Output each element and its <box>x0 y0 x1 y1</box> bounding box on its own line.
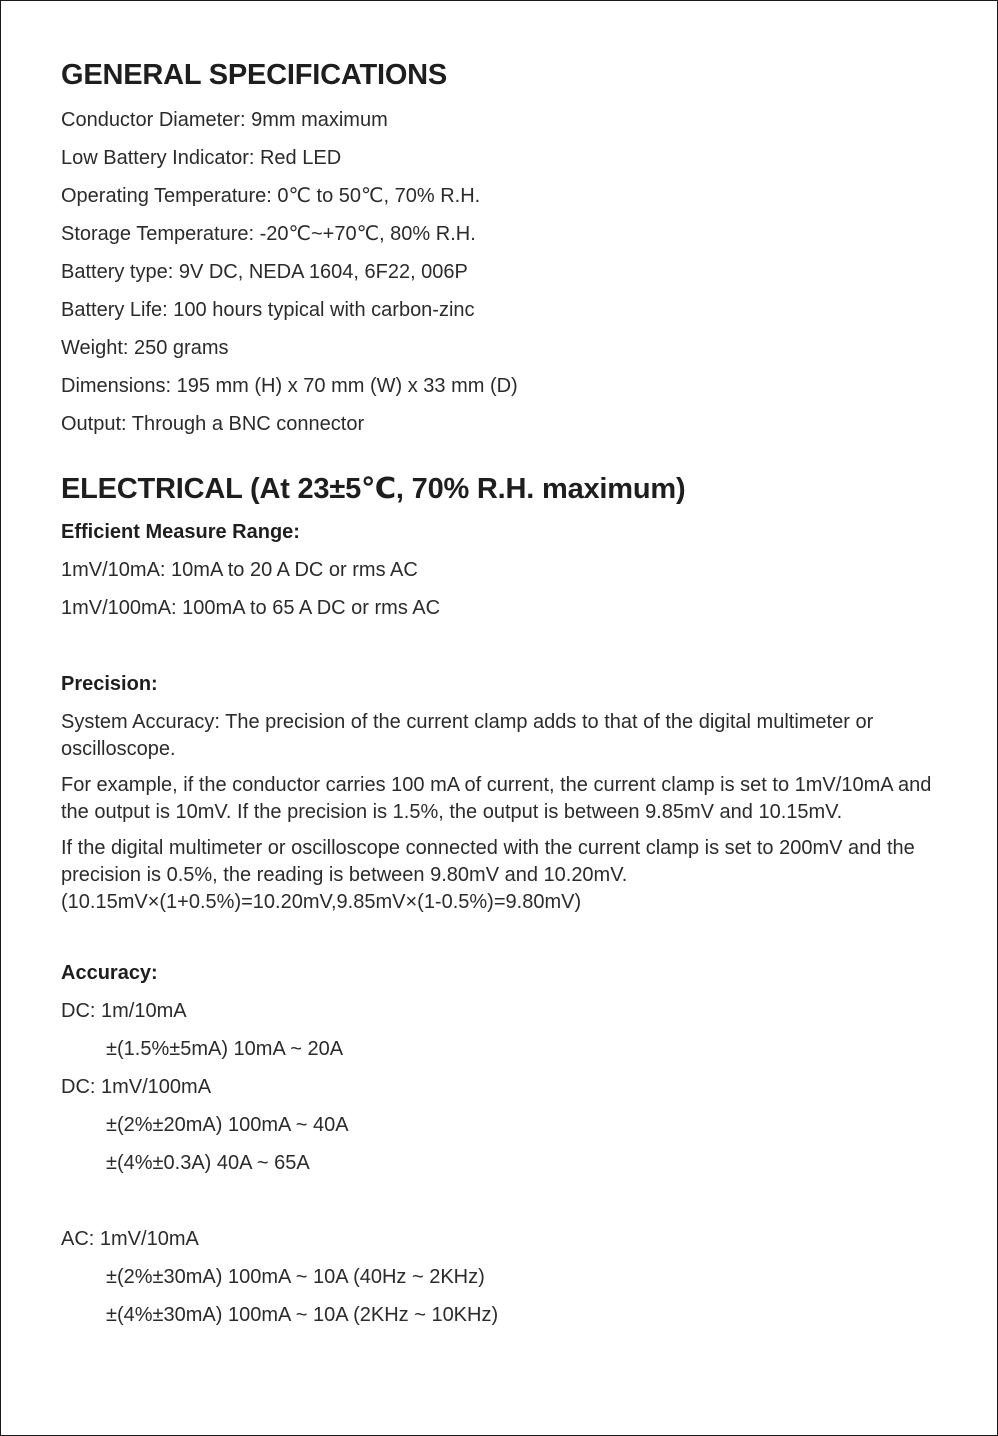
accuracy-heading: Accuracy: <box>61 962 158 984</box>
accuracy-spacer <box>61 1182 941 1220</box>
spec-battery-type: Battery type: 9V DC, NEDA 1604, 6F22, 006P <box>61 261 468 283</box>
accuracy-dc-100ma-item: ±(4%±0.3A) 40A ~ 65A <box>106 1152 310 1174</box>
spec-conductor-diameter: Conductor Diameter: 9mm maximum <box>61 109 388 131</box>
measure-range-heading: Efficient Measure Range: <box>61 521 300 543</box>
accuracy-ac-10ma-label: AC: 1mV/10mA <box>61 1228 199 1250</box>
precision-meter-example: If the digital multimeter or oscilloscope connected with the current clamp is set to 200mV and the precision is 0.5%, the reading is between 9.80mV and 10.20mV. (10.15mV×(1+0.5%)=10.20mV,9.85mV×(1-0.5%)=9.80mV) <box>61 837 915 913</box>
spec-dimensions: Dimensions: 195 mm (H) x 70 mm (W) x 33 mm (D) <box>61 375 518 397</box>
spec-low-battery-indicator: Low Battery Indicator: Red LED <box>61 147 342 169</box>
measure-range-100ma: 1mV/100mA: 100mA to 65 A DC or rms AC <box>61 597 441 619</box>
precision-example: For example, if the conductor carries 100 mA of current, the current clamp is set to 1mV/10mA and the output is 10mV. If the precision is 1.5%, the output is between 9.85mV and 10.15mV. <box>61 774 932 823</box>
accuracy-dc-100ma-item: ±(2%±20mA) 100mA ~ 40A <box>106 1114 349 1136</box>
accuracy-dc-10ma-item: ±(1.5%±5mA) 10mA ~ 20A <box>106 1038 344 1060</box>
spec-operating-temperature: Operating Temperature: 0℃ to 50℃, 70% R.H. <box>61 185 481 207</box>
spec-storage-temperature: Storage Temperature: -20℃~+70℃, 80% R.H. <box>61 223 476 245</box>
spec-battery-life: Battery Life: 100 hours typical with carbon-zinc <box>61 299 475 321</box>
spec-content <box>61 57 941 1334</box>
accuracy-dc-10ma-label: DC: 1m/10mA <box>61 1000 187 1022</box>
measure-range-10ma: 1mV/10mA: 10mA to 20 A DC or rms AC <box>61 559 418 581</box>
spec-output: Output: Through a BNC connector <box>61 413 365 435</box>
accuracy-dc-100ma-label: DC: 1mV/100mA <box>61 1076 212 1098</box>
precision-heading: Precision: <box>61 673 158 695</box>
accuracy-ac-10ma-item: ±(2%±30mA) 100mA ~ 10A (40Hz ~ 2KHz) <box>106 1266 485 1288</box>
general-specifications-title: GENERAL SPECIFICATIONS <box>61 59 448 91</box>
precision-system-accuracy: System Accuracy: The precision of the current clamp adds to that of the digital multimeter or oscilloscope. <box>61 711 874 760</box>
spec-weight: Weight: 250 grams <box>61 337 229 359</box>
electrical-title: ELECTRICAL (At 23±5℃, 70% R.H. maximum) <box>61 473 686 505</box>
accuracy-ac-10ma-item: ±(4%±30mA) 100mA ~ 10A (2KHz ~ 10KHz) <box>106 1304 499 1326</box>
general-spec-list <box>61 101 941 443</box>
